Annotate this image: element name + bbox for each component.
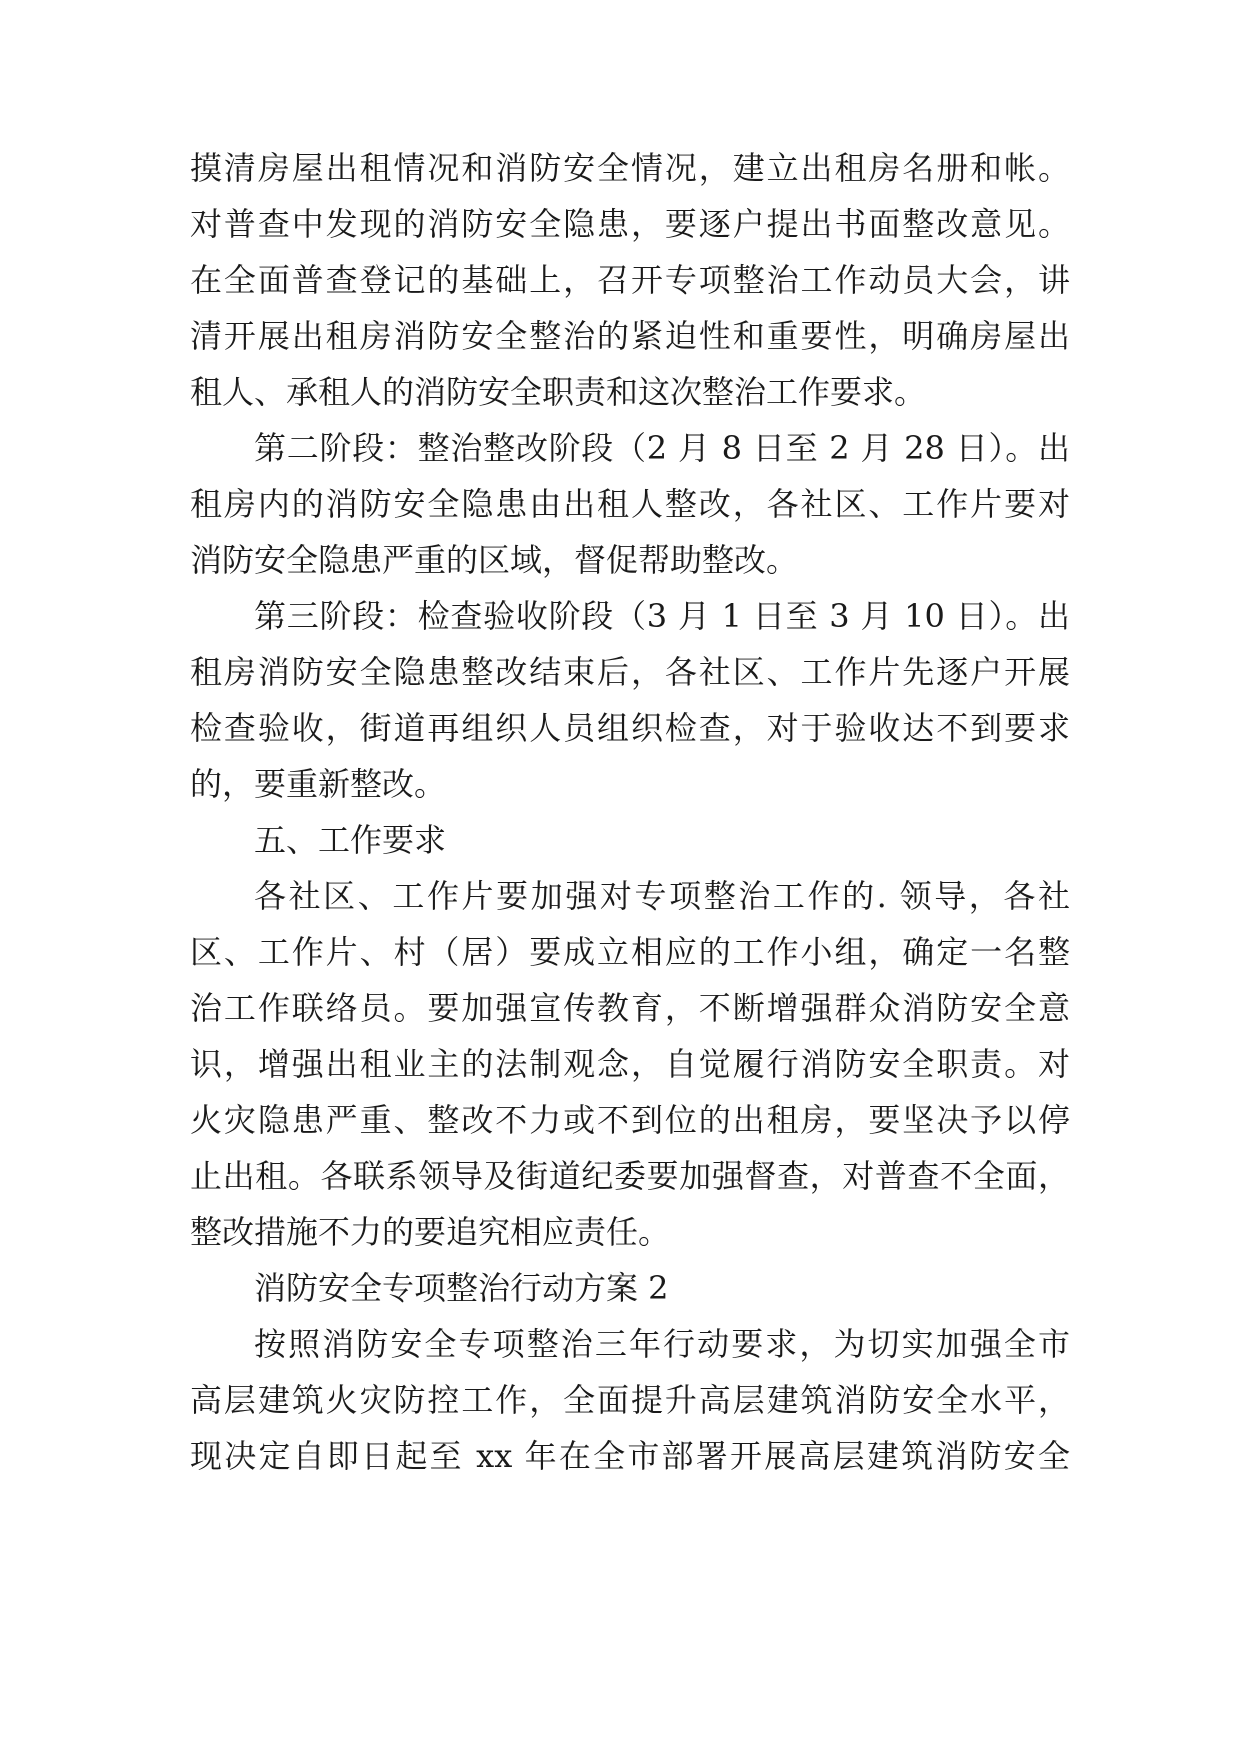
text-line: 识，增强出租业主的法制观念，自觉履行消防安全职责。对	[190, 1045, 1070, 1083]
section-heading: 消防安全专项整治行动方案 2	[254, 1269, 669, 1307]
text-line: 租人、承租人的消防安全职责和这次整治工作要求。	[190, 373, 927, 411]
section-heading: 五、工作要求	[254, 821, 447, 859]
text-line: 整改措施不力的要追究相应责任。	[190, 1213, 671, 1251]
text-line: 消防安全隐患严重的区域，督促帮助整改。	[190, 541, 799, 579]
text-line: 各社区、工作片要加强对专项整治工作的. 领导，各社	[254, 877, 1070, 915]
text-line: 的，要重新整改。	[190, 765, 447, 803]
text-line: 在全面普查登记的基础上，召开专项整治工作动员大会，讲	[190, 261, 1070, 299]
text-line: 清开展出租房消防安全整治的紧迫性和重要性，明确房屋出	[190, 317, 1070, 355]
text-line: 现决定自即日起至 xx 年在全市部署开展高层建筑消防安全	[190, 1437, 1070, 1475]
text-line: 火灾隐患严重、整改不力或不到位的出租房，要坚决予以停	[190, 1101, 1070, 1139]
text-line: 止出租。各联系领导及街道纪委要加强督查，对普查不全面，	[190, 1157, 1070, 1195]
text-line: 按照消防安全专项整治三年行动要求，为切实加强全市	[254, 1325, 1070, 1363]
text-line: 对普查中发现的消防安全隐患，要逐户提出书面整改意见。	[190, 205, 1070, 243]
text-line: 摸清房屋出租情况和消防安全情况，建立出租房名册和帐。	[190, 149, 1070, 187]
text-line: 治工作联络员。要加强宣传教育，不断增强群众消防安全意	[190, 989, 1070, 1027]
text-line: 第二阶段：整治整改阶段（2 月 8 日至 2 月 28 日）。出	[254, 429, 1070, 467]
text-line: 高层建筑火灾防控工作，全面提升高层建筑消防安全水平，	[190, 1381, 1070, 1419]
text-line: 租房消防安全隐患整改结束后，各社区、工作片先逐户开展	[190, 653, 1070, 691]
text-line: 第三阶段：检查验收阶段（3 月 1 日至 3 月 10 日）。出	[254, 597, 1070, 635]
text-line: 租房内的消防安全隐患由出租人整改，各社区、工作片要对	[190, 485, 1070, 523]
text-line: 区、工作片、村（居）要成立相应的工作小组，确定一名整	[190, 933, 1070, 971]
text-line: 检查验收，街道再组织人员组织检查，对于验收达不到要求	[190, 709, 1070, 747]
